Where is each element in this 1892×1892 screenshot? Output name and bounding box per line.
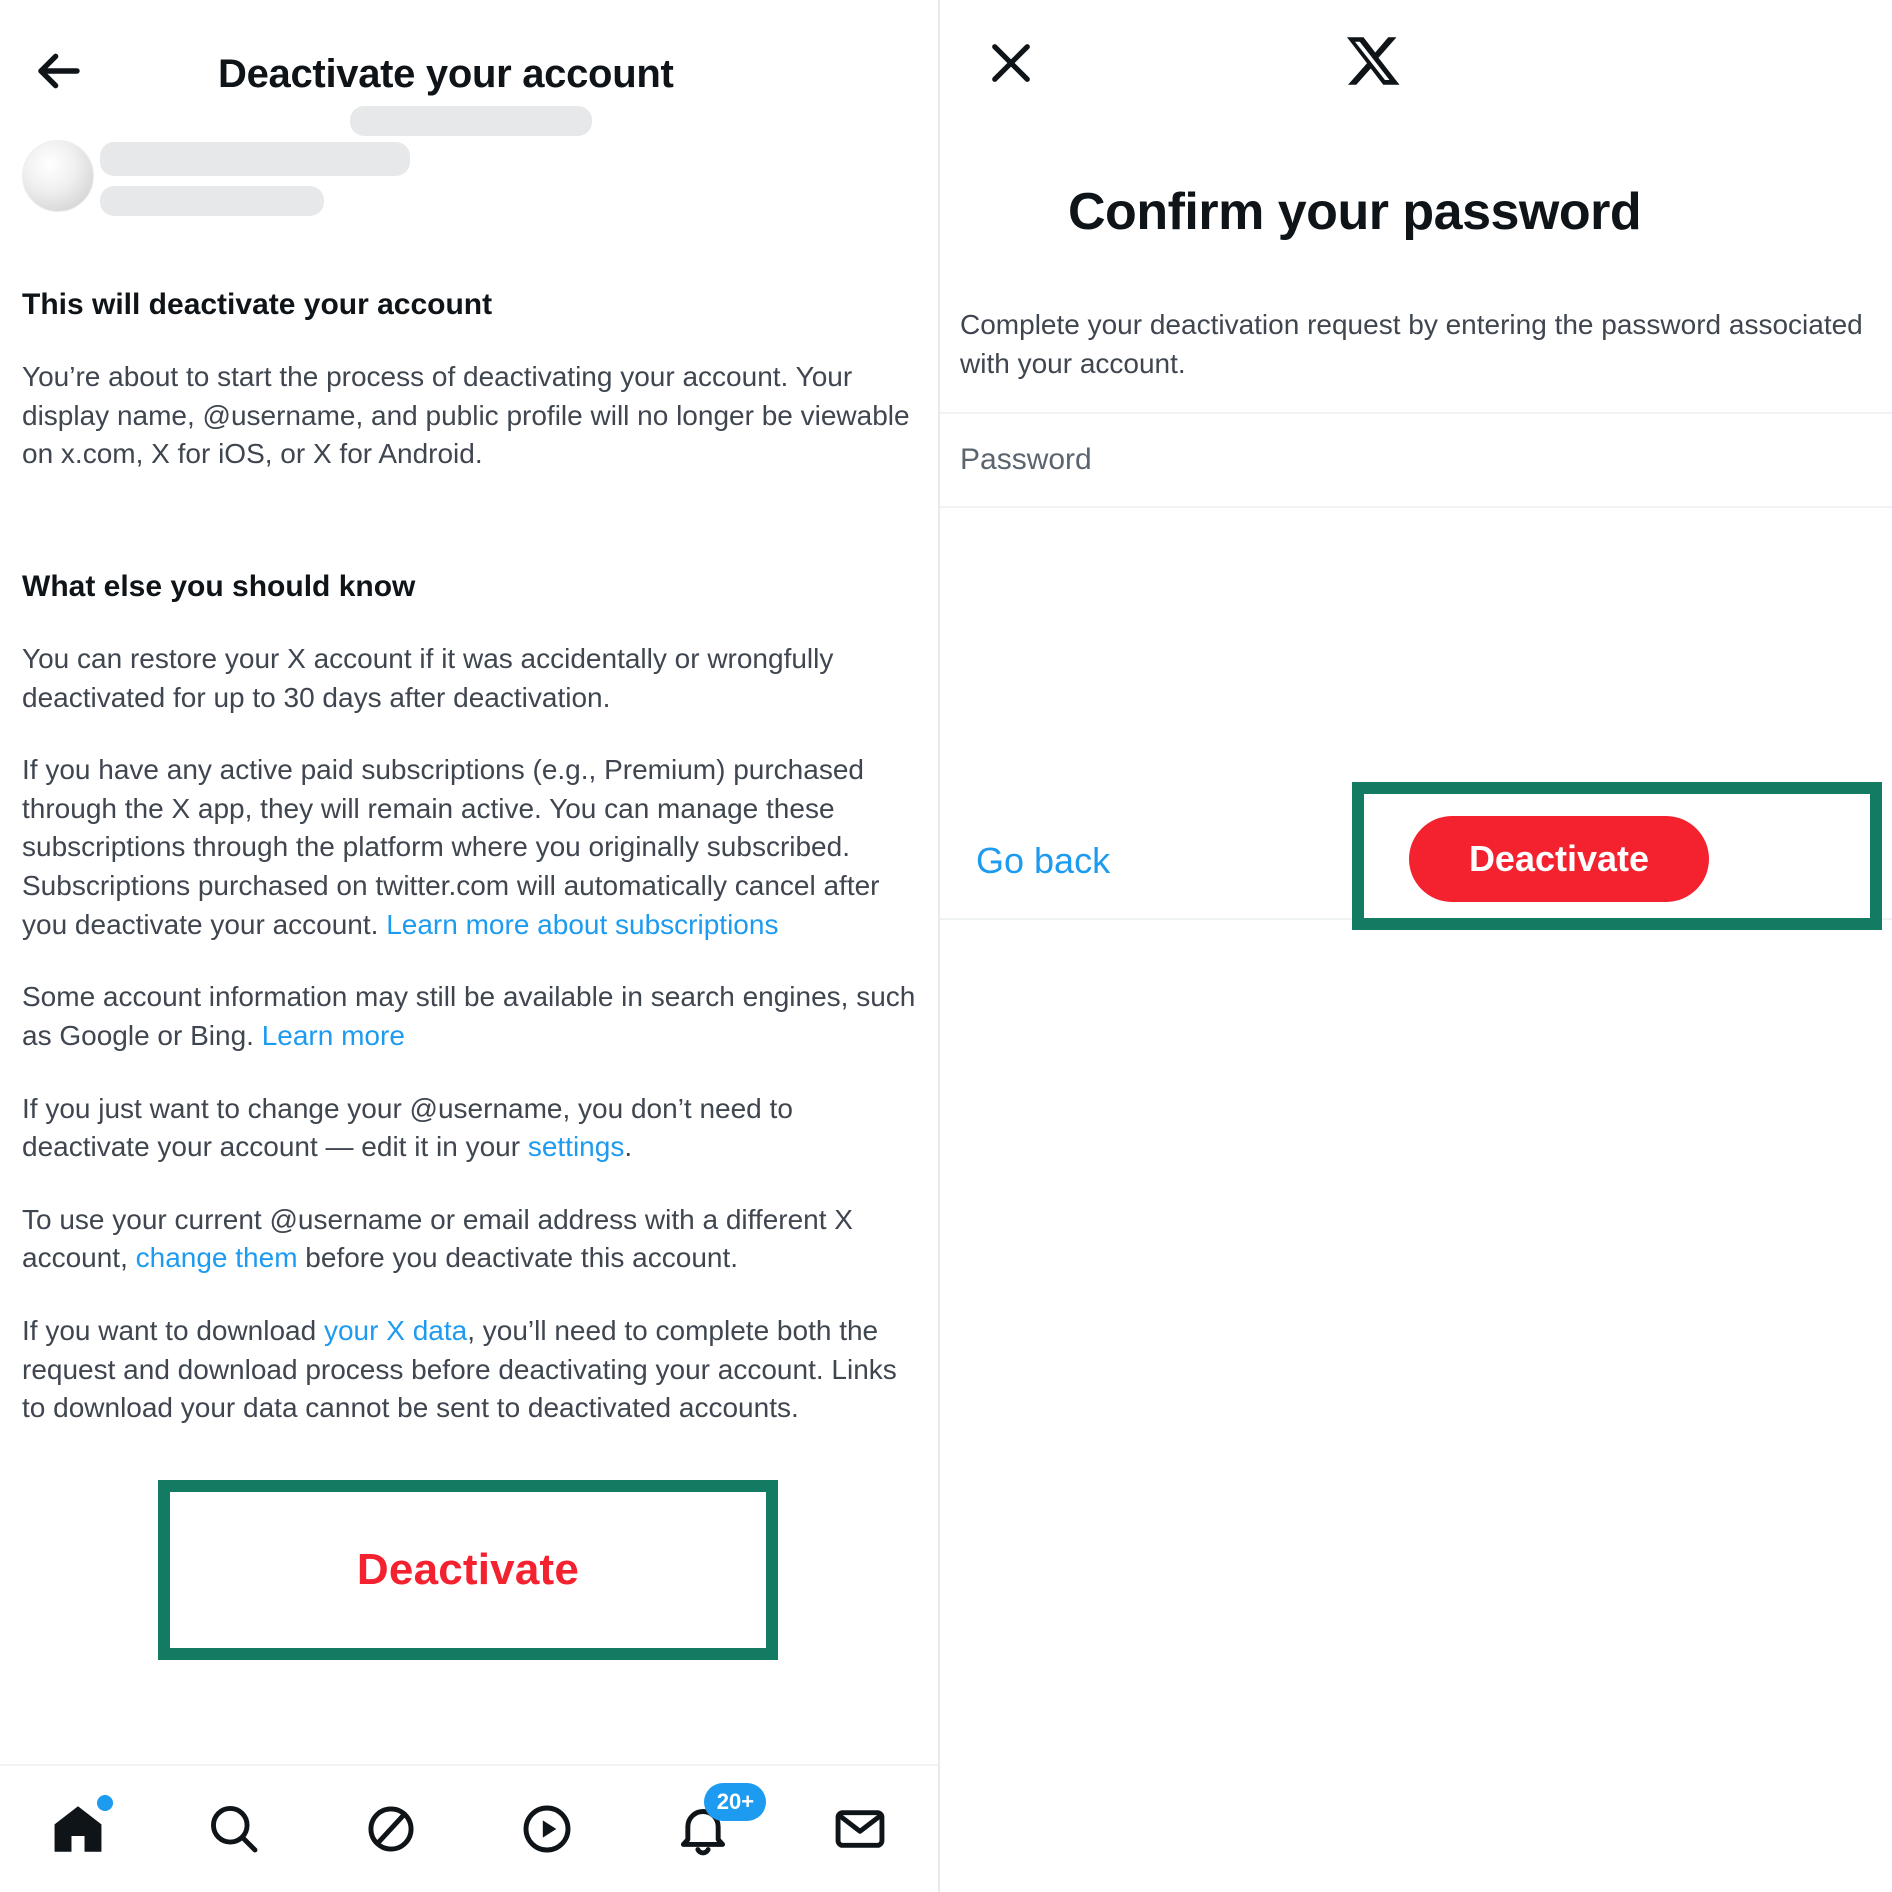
video-play-icon [519, 1801, 575, 1857]
link-change-them[interactable]: change them [135, 1242, 298, 1274]
paragraph-download-data [22, 1312, 916, 1428]
deactivate-button-highlight-right [1352, 782, 1882, 930]
section-heading-deactivate: This will deactivate your account [22, 288, 493, 321]
go-back-button[interactable]: Go back [976, 840, 1111, 881]
paragraph-search-engines-text: Some account information may still be available in search engines, such as Google or Bing. [22, 981, 916, 1051]
deactivate-button-highlight-left [158, 1480, 778, 1660]
page-title: Deactivate your account [218, 52, 674, 96]
password-field[interactable] [940, 412, 1892, 508]
link-learn-more[interactable]: Learn more [261, 1019, 405, 1051]
home-unread-dot-icon [97, 1795, 113, 1811]
avatar [22, 140, 94, 212]
paragraph-reuse-username-text: To use your current @username or email address with a different X account, [22, 1203, 853, 1274]
notifications-badge: 20+ [704, 1783, 766, 1821]
x-logo-icon [1342, 28, 1408, 94]
deactivate-account-panel [0, 0, 940, 1892]
search-icon [206, 1801, 262, 1857]
paragraph-subscriptions [22, 751, 916, 944]
password-label: Password [960, 443, 1092, 476]
paragraph-change-username [22, 1090, 916, 1167]
confirm-password-panel [940, 0, 1892, 1892]
redacted-display-name [100, 142, 410, 176]
close-icon[interactable] [980, 32, 1042, 94]
redacted-username [100, 186, 324, 216]
profile-row [0, 118, 938, 248]
confirm-password-description: Complete your deactivation request by entering the password associated with your account. [960, 309, 1863, 379]
messages-envelope-icon [832, 1801, 888, 1857]
tab-grok[interactable] [336, 1781, 446, 1877]
tab-home[interactable] [23, 1781, 133, 1877]
paragraph-change-username-text: If you just want to change your @username, you don’t need to deactivate your account — edit it in your [22, 1092, 793, 1163]
paragraph-subscriptions-text: If you have any active paid subscriptions (e.g., Premium) purchased through the X app, they will remain active. You can manage these subscriptions through the platform where you originally subscribed. Subscriptions purchased on twitter.com will automatically cancel after you deactivate your account. [22, 754, 880, 940]
deactivate-button-left[interactable]: Deactivate [356, 1545, 580, 1594]
section-heading-what-else: What else you should know [22, 569, 416, 603]
paragraph-download-data-text: If you want to download [22, 1315, 324, 1346]
tab-video[interactable] [492, 1781, 602, 1877]
arrow-left-icon[interactable] [30, 42, 88, 100]
bottom-tabbar [0, 1764, 938, 1892]
paragraph-restore: You can restore your X account if it was accidentally or wrongfully deactivated for up to 30 days after deactivation. [22, 642, 834, 713]
link-settings[interactable]: settings [527, 1131, 625, 1163]
paragraph-reuse-username [22, 1201, 916, 1278]
tab-notifications[interactable] [648, 1781, 758, 1877]
section-paragraph-deactivate: You’re about to start the process of deactivating your account. Your display name, @username, and public profile will no longer be viewable on x.com, X for iOS, or X for Android. [22, 361, 910, 470]
grok-icon [363, 1801, 419, 1857]
link-your-x-data[interactable]: your X data [323, 1315, 468, 1346]
paragraph-reuse-username-tail: before you deactivate this account. [297, 1242, 739, 1274]
confirm-password-title: Confirm your password [1068, 183, 1642, 241]
left-header [0, 0, 938, 118]
tab-messages[interactable] [805, 1781, 915, 1877]
paragraph-change-username-tail: . [624, 1131, 633, 1163]
left-body [0, 248, 938, 1428]
tab-search[interactable] [179, 1781, 289, 1877]
paragraph-download-data-tail: , you’ll need to complete both the request and download process before deactivating your account. Links to download your data cannot be sent to deactivated accounts. [22, 1315, 897, 1424]
deactivate-button-right[interactable]: Deactivate [1409, 816, 1709, 902]
spacer [22, 508, 916, 570]
link-learn-more-subscriptions[interactable]: Learn more about subscriptions [386, 908, 779, 940]
paragraph-search-engines [22, 978, 916, 1055]
